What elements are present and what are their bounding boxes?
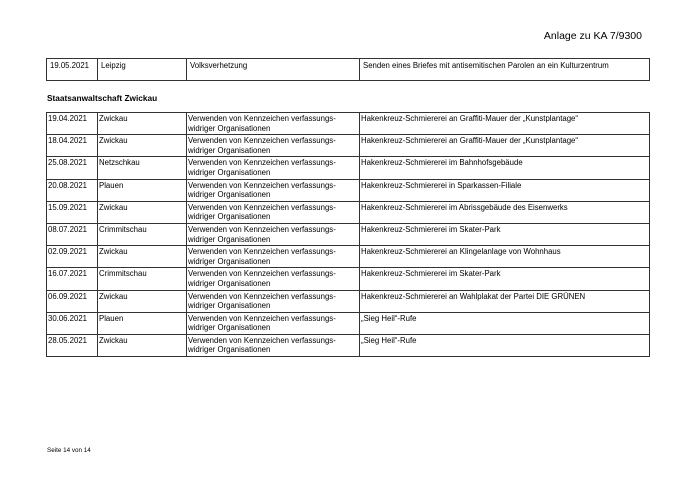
cell-date: 02.09.2021 [47,246,98,268]
cell-description: Hakenkreuz-Schmiererei an Klingelanlage von Wohnhaus [360,246,650,268]
cell-place: Zwickau [98,113,187,135]
cell-description: „Sieg Heil“-Rufe [360,312,650,334]
cell-place: Crimmitschau [98,268,187,290]
cell-date: 20.08.2021 [47,179,98,201]
cell-date: 18.04.2021 [47,135,98,157]
cell-offense: Verwenden von Kennzeichen verfassungs-widriger Organisationen [187,113,360,135]
cell-place: Plauen [98,312,187,334]
top-table-body [47,59,650,81]
table-row [47,157,650,179]
cell-offense: Verwenden von Kennzeichen verfassungs-widriger Organisationen [187,246,360,268]
cell-date: 06.09.2021 [47,290,98,312]
cell-description: Hakenkreuz-Schmiererei im Bahnhofsgebäude [360,157,650,179]
cell-place: Leipzig [98,59,187,81]
table-row [47,268,650,290]
table-row [47,201,650,223]
cell-place: Zwickau [98,290,187,312]
table-row [47,290,650,312]
cell-description: Senden eines Briefes mit antisemitischen Parolen an ein Kulturzentrum [360,59,650,81]
table-row [47,223,650,245]
cell-offense: Verwenden von Kennzeichen verfassungs-widriger Organisationen [187,135,360,157]
section-title: Staatsanwaltschaft Zwickau [47,93,158,103]
cell-date: 19.05.2021 [47,59,98,81]
table-row [47,59,650,81]
table-row [47,135,650,157]
cell-offense: Verwenden von Kennzeichen verfassungs-widriger Organisationen [187,157,360,179]
table-row [47,179,650,201]
cell-place: Zwickau [98,201,187,223]
cell-offense: Verwenden von Kennzeichen verfassungs-widriger Organisationen [187,223,360,245]
cell-offense: Verwenden von Kennzeichen verfassungs-widriger Organisationen [187,334,360,356]
table-row [47,334,650,356]
cell-description: Hakenkreuz-Schmiererei an Graffiti-Mauer der „Kunstplantage“ [360,135,650,157]
cell-date: 28.05.2021 [47,334,98,356]
cell-offense: Verwenden von Kennzeichen verfassungs-widriger Organisationen [187,201,360,223]
table-row [47,113,650,135]
cell-place: Zwickau [98,334,187,356]
table-row [47,246,650,268]
cell-offense: Verwenden von Kennzeichen verfassungs-widriger Organisationen [187,268,360,290]
main-table-body [47,113,650,357]
cell-description: Hakenkreuz-Schmiererei in Sparkassen-Filiale [360,179,650,201]
incident-table-leipzig [46,58,650,81]
cell-offense: Verwenden von Kennzeichen verfassungs-widriger Organisationen [187,179,360,201]
cell-offense: Verwenden von Kennzeichen verfassungs-widriger Organisationen [187,290,360,312]
cell-description: Hakenkreuz-Schmiererei im Skater-Park [360,268,650,290]
cell-date: 15.09.2021 [47,201,98,223]
attachment-reference: Anlage zu KA 7/9300 [543,30,642,42]
cell-place: Netzschkau [98,157,187,179]
cell-offense: Volksverhetzung [187,59,360,81]
cell-description: Hakenkreuz-Schmiererei im Skater-Park [360,223,650,245]
cell-description: Hakenkreuz-Schmiererei im Abrissgebäude des Eisenwerks [360,201,650,223]
cell-date: 30.06.2021 [47,312,98,334]
cell-description: „Sieg Heil“-Rufe [360,334,650,356]
cell-description: Hakenkreuz-Schmiererei an Graffiti-Mauer der „Kunstplantage“ [360,113,650,135]
table-row [47,312,650,334]
cell-date: 25.08.2021 [47,157,98,179]
cell-date: 19.04.2021 [47,113,98,135]
cell-offense: Verwenden von Kennzeichen verfassungs-widriger Organisationen [187,312,360,334]
cell-place: Plauen [98,179,187,201]
cell-description: Hakenkreuz-Schmiererei an Wahlplakat der Partei DIE GRÜNEN [360,290,650,312]
cell-place: Zwickau [98,246,187,268]
cell-date: 08.07.2021 [47,223,98,245]
incident-table-zwickau [46,112,650,357]
page-number: Seite 14 von 14 [47,447,91,454]
cell-place: Zwickau [98,135,187,157]
cell-place: Crimmitschau [98,223,187,245]
cell-date: 16.07.2021 [47,268,98,290]
